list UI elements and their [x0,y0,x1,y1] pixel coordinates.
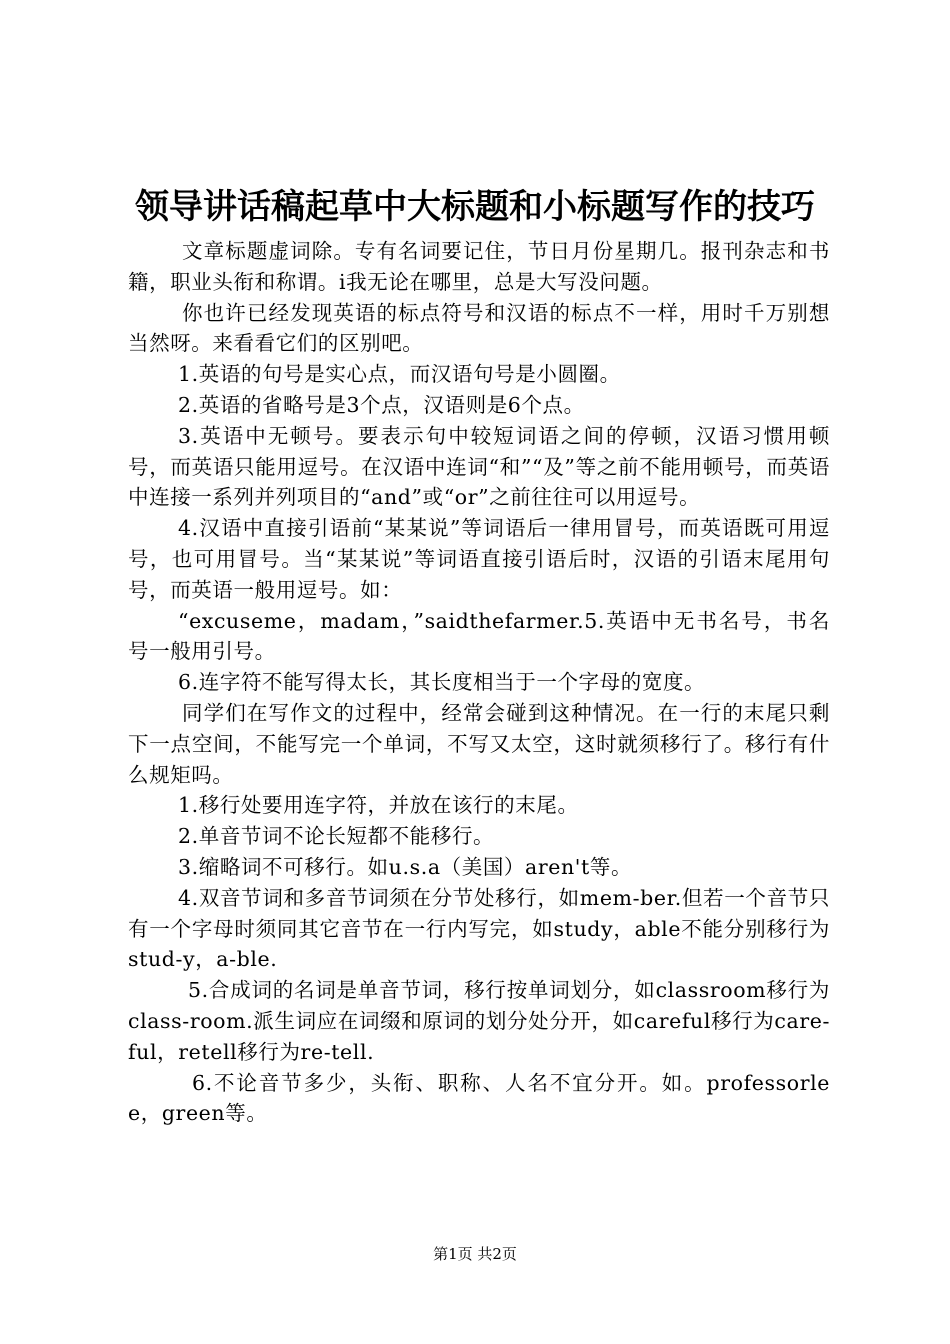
paragraph: 5.合成词的名词是单音节词，移行按单词划分，如classroom移行为class-room.派生词应在词缀和原词的划分处分开，如careful移行为care-ful，retell移行为re-tell. [128,978,830,1064]
paragraph: 文章标题虚词除。专有名词要记住，节日月份星期几。报刊杂志和书籍，职业头衔和称谓。i我无论在哪里，总是大写没问题。 [128,239,830,294]
paragraph: 3.英语中无顿号。要表示句中较短词语之间的停顿，汉语习惯用顿号，而英语只能用逗号。在汉语中连词“和”“及”等之前不能用顿号，而英语中连接一系列并列项目的“and”或“or”之前往往可以用逗号。 [128,423,830,510]
paragraph: 2.英语的省略号是3个点，汉语则是6个点。 [178,392,585,417]
paragraph: 1.移行处要用连字符，并放在该行的末尾。 [178,793,579,818]
page-number-footer: 第1页 共2页 [433,1245,517,1263]
document-body [128,236,830,1129]
paragraph: 4.双音节词和多音节词须在分节处移行，如mem-ber.但若一个音节只有一个字母时须同其它音节在一行内写完，如study，able不能分别移行为stud-y，a-ble. [128,885,830,972]
paragraph: 1.英语的句号是实心点，而汉语句号是小圆圈。 [178,362,621,387]
paragraph: 6.不论音节多少，头衔、职称、人名不宜分开。如。professorlee，green等。 [128,1070,830,1126]
paragraph: 6.连字符不能写得太长，其长度相当于一个字母的宽度。 [178,670,706,695]
document-title: 领导讲话稿起草中大标题和小标题写作的技巧 [135,187,815,227]
paragraph: 你也许已经发现英语的标点符号和汉语的标点不一样，用时千万别想当然呀。来看看它们的区别吧。 [128,300,830,356]
paragraph: 3.缩略词不可移行。如u.s.a（美国）aren't等。 [178,854,633,879]
paragraph: 同学们在写作文的过程中，经常会碰到这种情况。在一行的末尾只剩下一点空间，不能写完一个单词，不写又太空，这时就须移行了。移行有什么规矩吗。 [128,700,830,787]
paragraph: 2.单音节词不论长短都不能移行。 [178,824,495,849]
paragraph: “excuseme，madam，”saidthefarmer.5.英语中无书名号，书名号一般用引号。 [128,608,830,664]
paragraph: 4.汉语中直接引语前“某某说”等词语后一律用冒号，而英语既可用逗号，也可用冒号。当“某某说”等词语直接引语后时，汉语的引语末尾用句号，而英语一般用逗号。如： [128,516,830,602]
